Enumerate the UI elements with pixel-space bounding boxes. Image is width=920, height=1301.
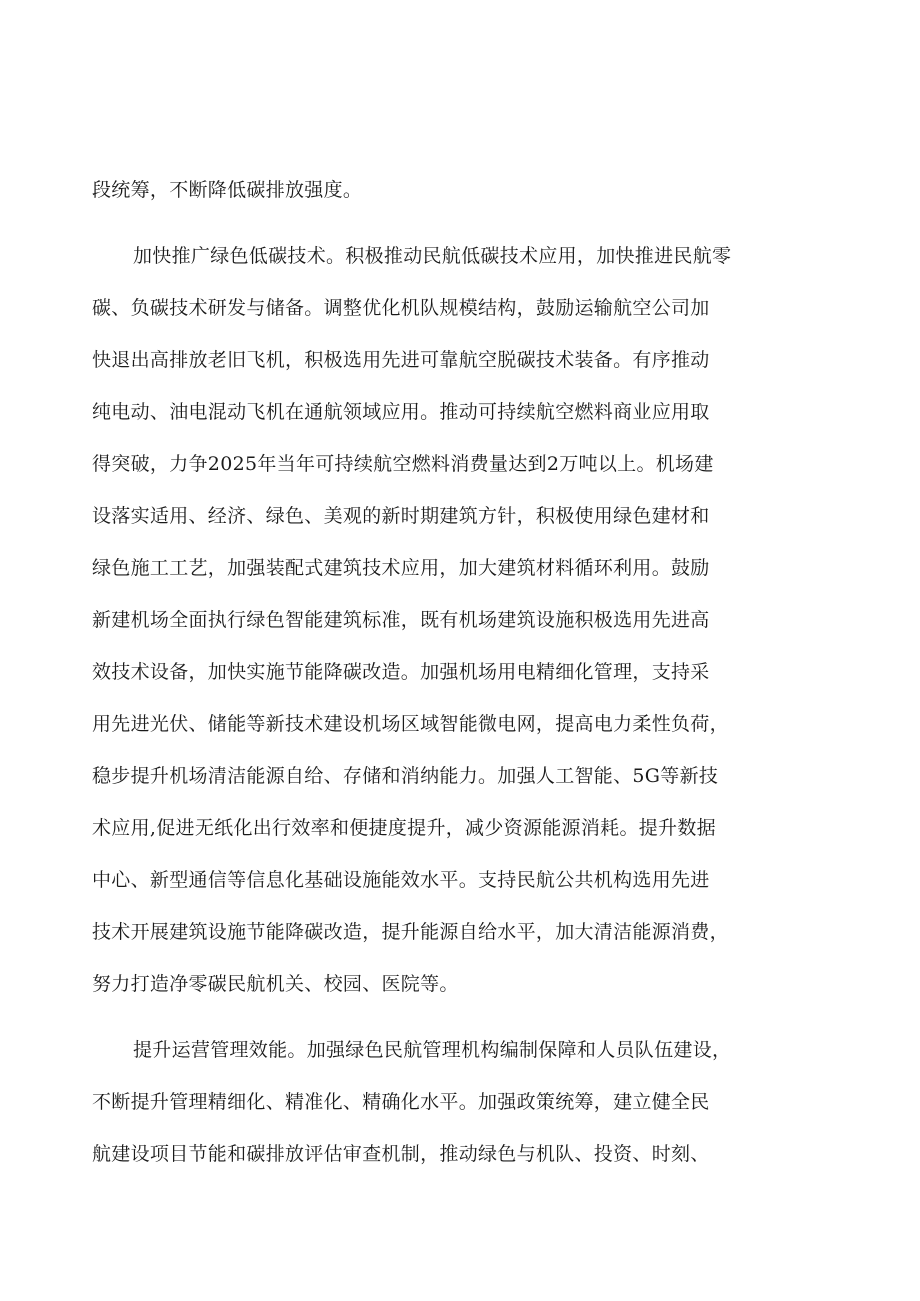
- text-line: 段统筹，不断降低碳排放强度。: [92, 179, 363, 201]
- text-line: 稳步提升机场清洁能源自给、存储和消纳能力。加强人工智能、5G等新技: [92, 765, 719, 787]
- text-line: 技术开展建筑设施节能降碳改造，提升能源自给水平，加大清洁能源消费，: [92, 921, 729, 943]
- text-line: 加快推广绿色低碳技术。积极推动民航低碳技术应用，加快推进民航零: [133, 245, 732, 267]
- text-line: 设落实适用、经济、绿色、美观的新时期建筑方针，积极使用绿色建材和: [92, 505, 710, 527]
- text-line: 用先进光伏、储能等新技术建设机场区域智能微电网，提高电力柔性负荷，: [92, 713, 729, 735]
- text-line: 绿色施工工艺，加强装配式建筑技术应用，加大建筑材料循环利用。鼓励: [92, 557, 710, 579]
- text-line: 术应用,促进无纸化出行效率和便捷度提升，减少资源能源消耗。提升数据: [92, 817, 716, 839]
- text-line: 纯电动、油电混动飞机在通航领域应用。推动可持续航空燃料商业应用取: [92, 401, 710, 423]
- paragraph-spacing: [92, 216, 852, 230]
- text-line: 航建设项目节能和碳排放评估审查机制，推动绿色与机队、投资、时刻、: [92, 1143, 710, 1165]
- text-line: 碳、负碳技术研发与储备。调整优化机队规模结构，鼓励运输航空公司加: [92, 297, 710, 319]
- paragraph: [92, 164, 852, 216]
- text-line: 新建机场全面执行绿色智能建筑标准，既有机场建筑设施积极选用先进高: [92, 609, 710, 631]
- text-line: 中心、新型通信等信息化基础设施能效水平。支持民航公共机构选用先进: [92, 869, 710, 891]
- text-line: 效技术设备，加快实施节能降碳改造。加强机场用电精细化管理，支持采: [92, 661, 710, 683]
- text-line: 提升运营管理效能。加强绿色民航管理机构编制保障和人员队伍建设，: [133, 1039, 732, 1061]
- paragraph-spacing: [92, 1010, 852, 1024]
- paragraph: [92, 1024, 852, 1180]
- document-body: [92, 164, 852, 1180]
- text-line: 得突破，力争2025年当年可持续航空燃料消费量达到2万吨以上。机场建: [92, 453, 714, 475]
- text-line: 努力打造净零碳民航机关、校园、医院等。: [92, 973, 459, 995]
- text-line: 不断提升管理精细化、精准化、精确化水平。加强政策统筹，建立健全民: [92, 1091, 710, 1113]
- text-line: 快退出高排放老旧飞机，积极选用先进可靠航空脱碳技术装备。有序推动: [92, 349, 710, 371]
- paragraph: [92, 230, 852, 1010]
